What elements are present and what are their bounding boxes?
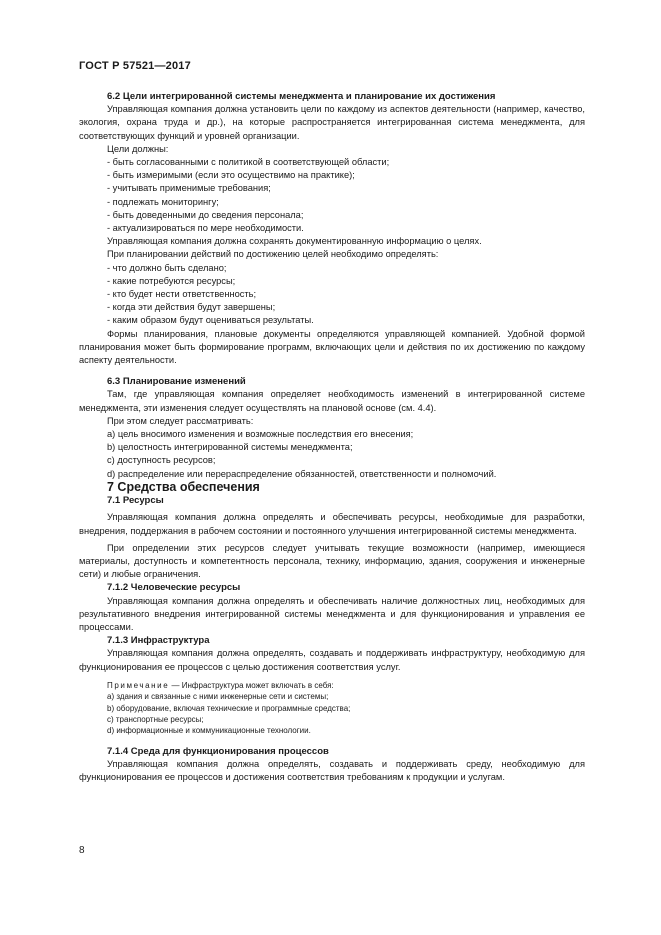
section-heading-6-2: 6.2 Цели интегрированной системы менеджмента и планирование их достижения bbox=[107, 91, 496, 102]
section-heading-7-1-4: 7.1.4 Среда для функционирования процессов bbox=[107, 745, 329, 757]
paragraph: Управляющая компания должна определять, создавать и поддерживать среду, необходимую для функционирования ее процессов и достижения соответствия требованиям к продукции и услугам. bbox=[79, 758, 585, 783]
list-item: b) целостность интегрированной системы менеджмента; bbox=[107, 442, 353, 453]
document-code: ГОСТ Р 57521—2017 bbox=[79, 60, 191, 72]
list-item: - подлежать мониторингу; bbox=[107, 196, 219, 207]
paragraph: При определении этих ресурсов следует учитывать текущие возможности (например, имеющиеся материалы, доступность и компетентность персонала, технику, информацию, здания, сооружения и инженерные сети) и любые ограничения. bbox=[79, 542, 585, 580]
section-heading-7: 7 Средства обеспечения bbox=[107, 479, 260, 494]
note-item: d) информационные и коммуникационные технологии. bbox=[107, 726, 311, 736]
list-item: - быть измеримыми (если это осуществимо на практике); bbox=[107, 170, 355, 181]
paragraph: Там, где управляющая компания определяет необходимость изменений в интегрированной системе менеджмента, эти изменения следует осуществлять на плановой основе (см. 4.4). bbox=[79, 389, 585, 413]
note-item: b) оборудование, включая технические и программные средства; bbox=[107, 703, 351, 713]
paragraph: При планировании действий по достижению целей необходимо определять: bbox=[107, 249, 439, 260]
paragraph: Формы планирования, плановые документы определяются управляющей компанией. Удобной формой планирования может быть формирование программ, включающих цели и действия по их достижению по каждому аспекту деятельности. bbox=[79, 328, 585, 366]
list-item: - какие потребуются ресурсы; bbox=[107, 275, 236, 286]
list-item: а) цель вносимого изменения и возможные последствия его внесения; bbox=[107, 429, 414, 440]
section-heading-7-1-3: 7.1.3 Инфраструктура bbox=[107, 635, 210, 647]
note-item: c) транспортные ресурсы; bbox=[107, 714, 204, 724]
note bbox=[79, 680, 585, 691]
list-item: - актуализироваться по мере необходимости. bbox=[107, 223, 304, 234]
list-item: - быть доведенными до сведения персонала; bbox=[107, 209, 304, 220]
list-item: d) распределение или перераспределение обязанностей, ответственности и полномочий. bbox=[107, 468, 497, 479]
paragraph: При этом следует рассматривать: bbox=[107, 415, 254, 426]
section-heading-6-3: 6.3 Планирование изменений bbox=[107, 376, 246, 388]
list-item: - быть согласованными с политикой в соответствующей области; bbox=[107, 157, 390, 168]
list-item: - учитывать применимые требования; bbox=[107, 183, 271, 194]
page-content bbox=[79, 90, 585, 784]
section-heading-7-1: 7.1 Ресурсы bbox=[107, 495, 164, 507]
paragraph: Управляющая компания должна определять и обеспечивать ресурсы, необходимые для разработки, внедрения, поддержания в рабочем состоянии и постоянного улучшения интегрированной системы менеджмента. bbox=[79, 512, 585, 536]
note-item: а) здания и связанные с ними инженерные сети и системы; bbox=[107, 692, 329, 702]
paragraph: Управляющая компания должна установить цели по каждому из аспектов деятельности (например, качество, экология, охрана труда и др.), на которые распространяется интегрированная система менеджмента, для соответствующих функций и уровней организации. bbox=[79, 104, 585, 141]
note-label: Примечание bbox=[107, 680, 170, 690]
list-item: - каким образом будут оцениваться результаты. bbox=[107, 315, 314, 326]
note-text: — Инфраструктура может включать в себя: bbox=[169, 680, 334, 690]
paragraph: Управляющая компания должна сохранять документированную информацию о целях. bbox=[107, 236, 482, 247]
list-item: - когда эти действия будут завершены; bbox=[107, 302, 276, 313]
list-item: - что должно быть сделано; bbox=[107, 262, 227, 273]
page-number: 8 bbox=[79, 845, 85, 856]
list-item: - кто будет нести ответственность; bbox=[107, 289, 257, 300]
paragraph: Цели должны: bbox=[107, 143, 169, 154]
paragraph: Управляющая компания должна определять, создавать и поддерживать инфраструктуру, необходимую для функционирования ее процессов с целью достижения соответствия услуг. bbox=[79, 648, 585, 672]
paragraph: Управляющая компания должна определять и обеспечивать наличие должностных лиц, необходимых для результативного внедрения интегрированной системы менеджмента и для функционирования и управления ее процессами. bbox=[79, 595, 585, 632]
list-item: c) доступность ресурсов; bbox=[107, 455, 216, 466]
section-heading-7-1-2: 7.1.2 Человеческие ресурсы bbox=[107, 582, 241, 594]
